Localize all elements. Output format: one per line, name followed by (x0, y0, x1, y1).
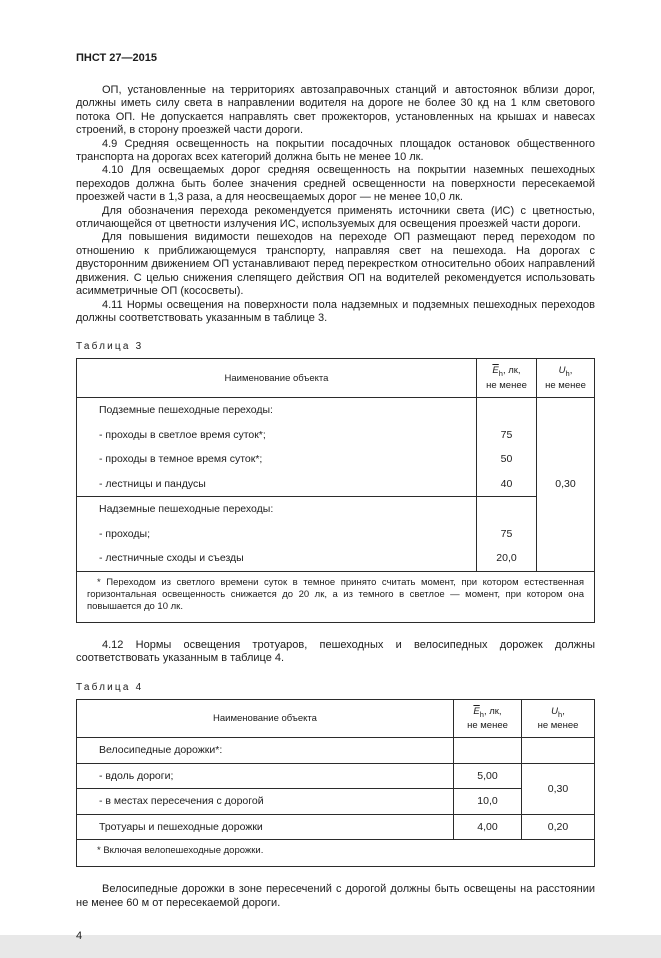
illuminance-cell: 20,0 (477, 546, 537, 571)
paragraph-4-11: 4.11 Нормы освещения на поверхности пола надземных и подземных пешеходных переходов должны соответствовать указанным в таблице 3. (76, 298, 595, 324)
u-min-label: не менее (545, 379, 586, 391)
paragraph-4-10: 4.10 Для освещаемых дорог средняя освещенность на покрытии наземных пешеходных переходов должна быть более значения средней освещенности на поверхности пересекаемой проезжей части в 1,3 раза, а для неосвещаемых дорог — не менее 10,0 лк. (76, 164, 595, 204)
object-name-cell: Подземные пешеходные переходы: (77, 398, 477, 423)
illuminance-cell: 10,0 (454, 789, 522, 815)
table3-col-illuminance (477, 359, 537, 398)
table3 (76, 358, 595, 622)
u-unit: , (562, 705, 565, 717)
object-name-cell: - вдоль дороги; (77, 763, 454, 789)
uniformity-cell: 0,30 (522, 763, 595, 814)
object-name-cell: - в местах пересечения с дорогой (77, 789, 454, 815)
u-min-label: не менее (537, 719, 579, 731)
e-min-label: не менее (486, 379, 527, 391)
table3-col-object: Наименование объекта (77, 359, 477, 398)
table-row (77, 423, 595, 448)
object-name-cell: - проходы в темное время суток*; (77, 447, 477, 472)
paragraph-pedestrian-visibility: Для повышения видимости пешеходов на переходе ОП размещают перед переходом по отношению к приближающемуся транспорту, направляя свет на пешехода. На дорогах с двусторонним движением ОП устанавливают перед перекрестком относительно обоих направлений движения. С целью снижения слепящего действия ОП на водителей рекомендуется использовать асимметричные ОП (кососветы). (76, 231, 595, 298)
e-mean-symbol: $\overline{E}$ (492, 365, 499, 377)
table-row (77, 546, 595, 571)
paragraph-crossing-marking: Для обозначения перехода рекомендуется применять источники света (ИС) с цветностью, отличающейся от цветности излучения ИС, используемых для освещения проезжей части дороги. (76, 204, 595, 231)
illuminance-cell: 75 (477, 423, 537, 448)
u-subscript: h (558, 709, 563, 719)
table-row (77, 738, 595, 764)
object-name-cell: Тротуары и пешеходные дорожки (77, 814, 454, 840)
table3-footnote: * Переходом из светлого времени суток в темное принято считать момент, при котором естественная горизонтальная освещенность снижается до 20 лк, а из темного в светлое — момент, при котором она повышается до 10 лк. (77, 571, 595, 622)
illuminance-cell: 40 (477, 472, 537, 497)
object-name-cell: - проходы; (77, 522, 477, 547)
illuminance-cell (454, 738, 522, 764)
u-symbol: U (551, 705, 559, 717)
object-name-cell: Надземные пешеходные переходы: (77, 497, 477, 522)
e-unit: , лк, (502, 365, 521, 377)
object-name-cell: - лестничные сходы и съезды (77, 546, 477, 571)
table-row (77, 472, 595, 497)
e-subscript: h (498, 369, 503, 379)
table-row (77, 789, 595, 815)
table4-col-illuminance (454, 699, 522, 738)
e-subscript: h (479, 709, 484, 719)
table-row (77, 522, 595, 547)
illuminance-cell: 5,00 (454, 763, 522, 789)
illuminance-cell (477, 398, 537, 423)
e-unit: , лк, (483, 705, 502, 717)
illuminance-cell: 4,00 (454, 814, 522, 840)
table4-footnote-row (77, 840, 595, 867)
table4-col-uniformity (522, 699, 595, 738)
object-name-cell: Велосипедные дорожки*: (77, 738, 454, 764)
uniformity-cell (522, 738, 595, 764)
table-row (77, 447, 595, 472)
illuminance-cell (477, 497, 537, 522)
uniformity-cell: 0,20 (522, 814, 595, 840)
object-name-cell: - лестницы и пандусы (77, 472, 477, 497)
table-row (77, 497, 595, 522)
e-mean-symbol: $\overline{E}$ (473, 705, 480, 717)
table4 (76, 699, 595, 868)
table4-footnote: * Включая велопешеходные дорожки. (77, 840, 595, 867)
table3-footnote-row (77, 571, 595, 622)
table4-col-object: Наименование объекта (77, 699, 454, 738)
table-row (77, 763, 595, 789)
paragraph-bike-paths: Велосипедные дорожки в зоне пересечений с дорогой должны быть освещены на расстоянии не менее 60 м от пересекаемой дороги. (76, 883, 595, 909)
uniformity-cell: 0,30 (537, 398, 595, 572)
paragraph-4-9: 4.9 Средняя освещенность на покрытии посадочных площадок остановок общественного транспорта на дорогах всех категорий должна быть не менее 10 лк. (76, 137, 595, 164)
document-code: ПНСТ 27—2015 (76, 52, 158, 64)
table-row (77, 398, 595, 423)
u-symbol: U (558, 365, 566, 377)
object-name-cell: - проходы в светлое время суток*; (77, 423, 477, 448)
table4-header-row (77, 699, 595, 738)
paragraph-4-12: 4.12 Нормы освещения тротуаров, пешеходных и велосипедных дорожек должны соответствовать указанным в таблице 4. (76, 638, 595, 665)
illuminance-cell: 75 (477, 522, 537, 547)
illuminance-cell: 50 (477, 447, 537, 472)
paragraph-op-gas-stations: ОП, установленные на территориях автозаправочных станций и автостоянок вблизи дорог, должны иметь силу света в направлении водителя на дороге не более 30 кд на 1 клм светового потока ОП. Не допускается направлять свет прожекторов, установленных на крышах и навесах строений, в сторону проезжей части дороги. (76, 84, 595, 137)
e-min-label: не менее (467, 719, 508, 731)
table3-header-row (77, 359, 595, 398)
u-subscript: h (565, 369, 570, 379)
table-row (77, 814, 595, 840)
table3-col-uniformity (537, 359, 595, 398)
u-unit: , (569, 365, 573, 377)
table3-caption: Таблица 3 (76, 341, 144, 353)
table4-caption: Таблица 4 (76, 681, 144, 693)
page-number: 4 (76, 930, 83, 943)
